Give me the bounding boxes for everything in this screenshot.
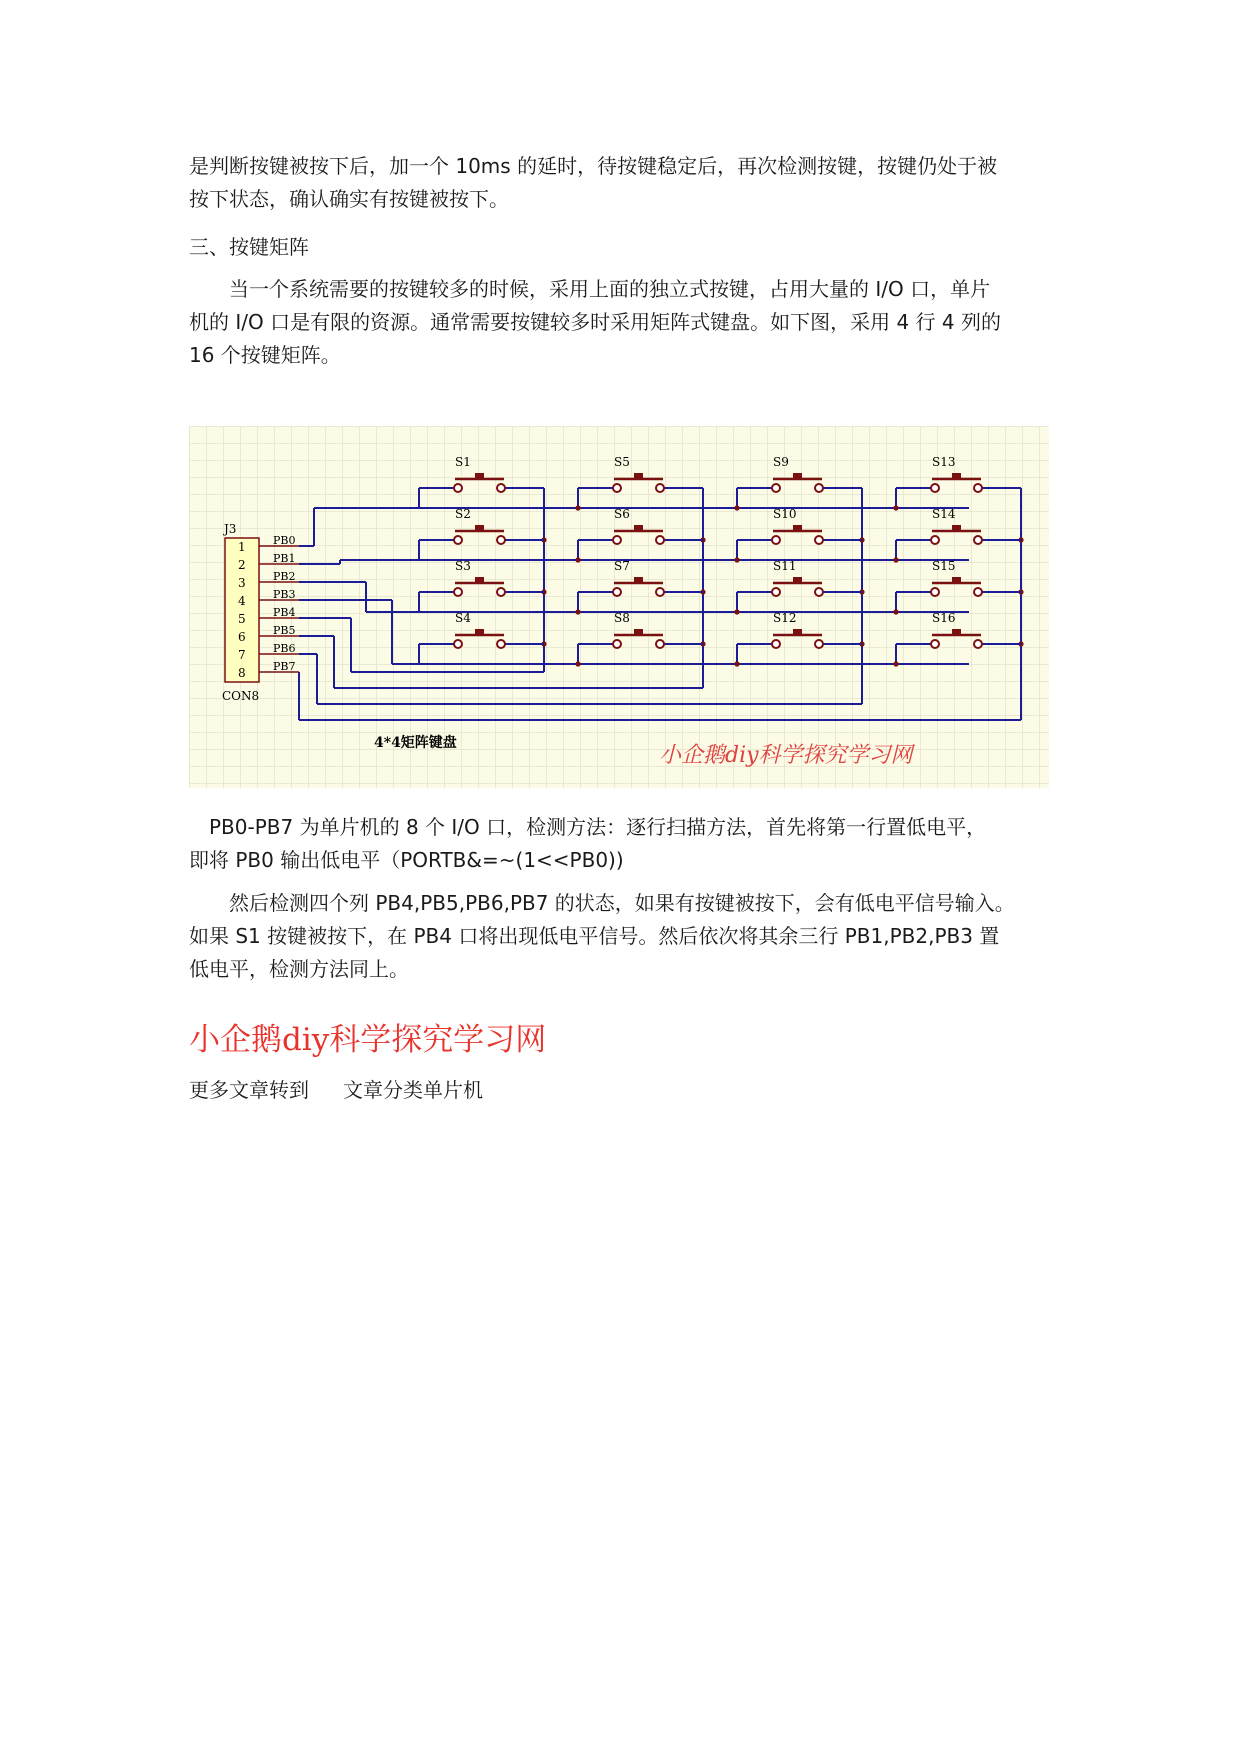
switch-contact: [815, 484, 823, 492]
port-label: PB3: [273, 588, 296, 601]
switch-button: [475, 629, 484, 635]
switch-contact: [613, 536, 621, 544]
switch-label: S16: [932, 611, 956, 625]
switch-contact: [656, 484, 664, 492]
port-label: PB0: [273, 534, 296, 547]
junction-dot: [893, 505, 898, 510]
section-heading: 三、按键矩阵: [189, 235, 309, 259]
switch-contact: [772, 536, 780, 544]
port-label: PB4: [273, 606, 296, 619]
keypad-schematic: [189, 426, 1049, 788]
junction-dot: [734, 505, 739, 510]
junction-dot: [893, 661, 898, 666]
junction-dot: [575, 609, 580, 614]
switch-contact: [497, 484, 505, 492]
junction-dot: [893, 609, 898, 614]
port-label: PB7: [273, 660, 296, 673]
switch-label: S12: [773, 611, 797, 625]
switch-button: [952, 525, 961, 531]
switch-contact: [931, 588, 939, 596]
text-line: 然后检测四个列 PB4,PB5,PB6,PB7 的状态，如果有按键被按下，会有低电平信号输入。: [189, 891, 1015, 915]
junction-dot: [575, 557, 580, 562]
watermark-text: 小企鹅diy科学探究学习网: [659, 743, 913, 768]
schematic-caption: 4*4矩阵键盘: [374, 735, 457, 751]
switch-contact: [454, 484, 462, 492]
pin-number: 8: [238, 666, 246, 680]
switch-contact: [772, 640, 780, 648]
switch-button: [475, 577, 484, 583]
switch-contact: [497, 640, 505, 648]
junction-dot: [893, 557, 898, 562]
switch-label: S11: [773, 559, 797, 573]
pin-number: 7: [238, 648, 246, 662]
switch-contact: [772, 484, 780, 492]
switch-contact: [815, 588, 823, 596]
switch-label: S10: [773, 507, 797, 521]
switch-label: S8: [614, 611, 630, 625]
more-articles-label: 更多文章转到: [189, 1078, 309, 1102]
switch-contact: [974, 484, 982, 492]
pin-number: 6: [238, 630, 246, 644]
switch-button: [634, 473, 643, 479]
pin-number: 1: [238, 540, 246, 554]
switch-contact: [613, 484, 621, 492]
switch-button: [634, 629, 643, 635]
paragraph-scan-method: [189, 811, 1059, 877]
switch-label: S6: [614, 507, 630, 521]
switch-button: [793, 525, 802, 531]
switch-button: [793, 473, 802, 479]
text-line: 16 个按键矩阵。: [189, 343, 341, 367]
port-label: PB5: [273, 624, 296, 637]
switch-contact: [931, 640, 939, 648]
more-articles: [189, 1075, 483, 1105]
connector-label: J3: [224, 522, 237, 536]
switch-contact: [974, 588, 982, 596]
schematic-canvas: [189, 426, 1049, 788]
switch-button: [793, 577, 802, 583]
switch-label: S7: [614, 559, 630, 573]
text-line: 如果 S1 按键被按下，在 PB4 口将出现低电平信号。然后依次将其余三行 PB1,PB2,PB3 置: [189, 924, 1000, 948]
text-line: PB0-PB7 为单片机的 8 个 I/O 口，检测方法：逐行扫描方法，首先将第一行置低电平，: [189, 815, 987, 839]
switch-label: S13: [932, 455, 956, 469]
text-line: 当一个系统需要的按键较多的时候，采用上面的独立式按键，占用大量的 I/O 口，单片: [189, 277, 991, 301]
junction-dot: [734, 609, 739, 614]
switch-button: [634, 525, 643, 531]
switch-contact: [815, 640, 823, 648]
port-label: PB6: [273, 642, 296, 655]
paragraph-debounce: [189, 150, 1059, 216]
switch-contact: [497, 588, 505, 596]
text-line: 是判断按键被按下后，加一个 10ms 的延时，待按键稳定后，再次检测按键，按键仍处于被: [189, 154, 998, 178]
switch-contact: [454, 536, 462, 544]
junction-dot: [575, 661, 580, 666]
switch-contact: [656, 536, 664, 544]
pin-number: 4: [238, 594, 246, 608]
text-line: 即将 PB0 输出低电平（PORTB&=~(1<<PB0)): [189, 848, 624, 872]
switch-contact: [454, 588, 462, 596]
paragraph-matrix-intro: [189, 273, 1059, 372]
switch-button: [475, 473, 484, 479]
switch-contact: [772, 588, 780, 596]
port-label: PB2: [273, 570, 296, 583]
junction-dot: [734, 661, 739, 666]
switch-contact: [613, 588, 621, 596]
switch-button: [952, 577, 961, 583]
switch-label: S3: [455, 559, 471, 573]
site-title[interactable]: 小企鹅diy科学探究学习网: [189, 1022, 547, 1058]
switch-label: S4: [455, 611, 471, 625]
switch-contact: [454, 640, 462, 648]
switch-contact: [815, 536, 823, 544]
switch-label: S5: [614, 455, 630, 469]
switch-label: S14: [932, 507, 956, 521]
pin-number: 3: [238, 576, 246, 590]
switch-contact: [497, 536, 505, 544]
switch-button: [793, 629, 802, 635]
pin-number: 2: [238, 558, 246, 572]
text-line: 低电平，检测方法同上。: [189, 957, 409, 981]
switch-label: S2: [455, 507, 471, 521]
port-label: PB1: [273, 552, 296, 565]
switch-contact: [931, 536, 939, 544]
switch-button: [634, 577, 643, 583]
switch-label: S15: [932, 559, 956, 573]
switch-label: S9: [773, 455, 789, 469]
text-line: 机的 I/O 口是有限的资源。通常需要按键较多时采用矩阵式键盘。如下图，采用 4 行 4 列的: [189, 310, 1001, 334]
connector-type: CON8: [222, 689, 260, 703]
switch-button: [475, 525, 484, 531]
switch-contact: [613, 640, 621, 648]
paragraph-column-detect: [189, 887, 1059, 986]
category-link[interactable]: 文章分类单片机: [343, 1078, 483, 1102]
switch-contact: [656, 640, 664, 648]
text-line: 按下状态，确认确实有按键被按下。: [189, 187, 509, 211]
switch-contact: [656, 588, 664, 596]
pin-number: 5: [238, 612, 246, 626]
switch-button: [952, 473, 961, 479]
switch-contact: [931, 484, 939, 492]
switch-label: S1: [455, 455, 471, 469]
switch-contact: [974, 640, 982, 648]
junction-dot: [734, 557, 739, 562]
junction-dot: [575, 505, 580, 510]
switch-contact: [974, 536, 982, 544]
grid-lines: [189, 426, 1049, 788]
switch-button: [952, 629, 961, 635]
